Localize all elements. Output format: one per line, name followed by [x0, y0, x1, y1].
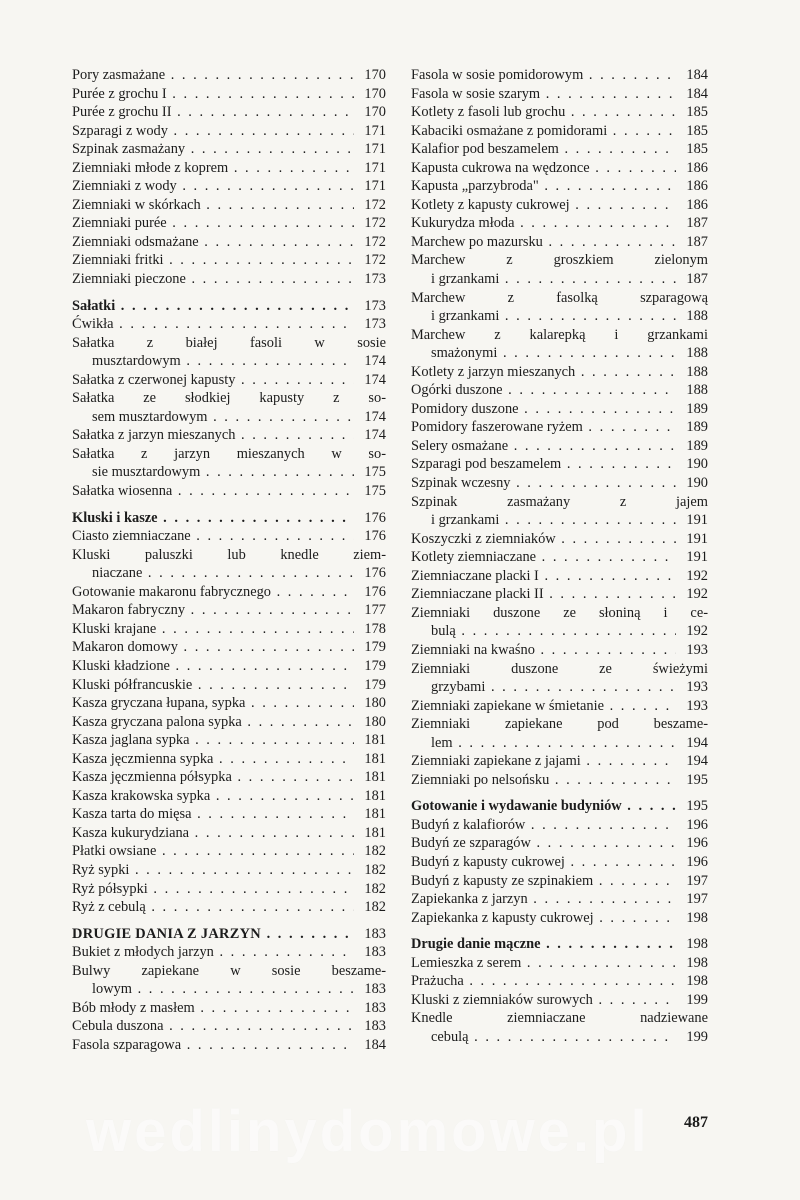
entry-title: Sałatka ze słodkiej kapusty z so-	[72, 390, 386, 407]
entry-title: Kasza gryczana łupana, sypka . . .	[72, 694, 354, 713]
index-entry	[411, 140, 708, 159]
index-entry	[72, 601, 386, 620]
entry-title: Drugie danie mączne . . .	[411, 935, 676, 954]
entry-title: Lemieszka z serem . . .	[411, 954, 676, 973]
entry-title: Kalafior pod beszamelem . . .	[411, 140, 676, 159]
index-entry	[72, 861, 386, 880]
entry-page-number: 179	[364, 657, 386, 674]
entry-page-number: 174	[364, 353, 386, 370]
entry-title: Budyń z kalafiorów . . .	[411, 816, 676, 835]
entry-page-number: 182	[364, 899, 386, 916]
entry-page-number: 188	[686, 308, 708, 325]
entry-title: Ziemniaki duszone ze świeżymi	[411, 660, 708, 677]
index-entry	[72, 159, 386, 178]
entry-title: Ziemniaki w skórkach . . .	[72, 196, 354, 215]
index-entry	[72, 787, 386, 806]
entry-title: Ziemniaki fritki . . .	[72, 251, 354, 270]
index-entry	[411, 548, 708, 567]
entry-page-number: 197	[686, 872, 708, 889]
entry-page-number: 191	[686, 530, 708, 547]
entry-page-number: 191	[686, 512, 708, 529]
entry-page-number: 187	[686, 233, 708, 250]
index-entry	[72, 713, 386, 732]
index-entry	[411, 567, 708, 586]
entry-page-number: 185	[686, 122, 708, 139]
index-entry	[72, 482, 386, 501]
entry-title: Marchew z fasolką szparagową	[411, 289, 708, 306]
entry-page-number: 174	[364, 427, 386, 444]
entry-page-number: 183	[364, 944, 386, 961]
index-entry	[72, 676, 386, 695]
entry-title: Szparagi pod beszamelem . . .	[411, 455, 676, 474]
entry-page-number: 180	[364, 713, 386, 730]
index-entry	[411, 289, 708, 326]
index-entry	[411, 530, 708, 549]
entry-title: Ziemniaki młode z koprem . . .	[72, 159, 354, 178]
index-entry	[72, 898, 386, 917]
entry-title-continued: i grzankami . . .	[431, 307, 676, 326]
entry-page-number: 193	[686, 679, 708, 696]
entry-page-number: 174	[364, 371, 386, 388]
index-entry	[411, 159, 708, 178]
entry-title: Sałatka z jarzyn mieszanych w so-	[72, 445, 386, 462]
index-entry	[72, 251, 386, 270]
entry-page-number: 180	[364, 695, 386, 712]
index-entry	[411, 363, 708, 382]
entry-page-number: 176	[364, 528, 386, 545]
entry-page-number: 179	[364, 676, 386, 693]
entry-title: Cebula duszona . . .	[72, 1017, 354, 1036]
entry-page-number: 184	[686, 85, 708, 102]
entry-title: Purée z grochu II . . .	[72, 103, 354, 122]
page-number: 487	[684, 1114, 708, 1131]
index-entry	[72, 750, 386, 769]
entry-title: Ziemniaki zapiekane w śmietanie . . .	[411, 697, 676, 716]
entry-title: Sałatka wiosenna . . .	[72, 482, 354, 501]
entry-title: Sałatka z czerwonej kapusty . . .	[72, 371, 354, 390]
entry-title: Kasza jęczmienna półsypka . . .	[72, 768, 354, 787]
entry-title-continued: sie musztardowym . . .	[92, 463, 354, 482]
entry-page-number: 193	[686, 697, 708, 714]
entry-page-number: 181	[364, 750, 386, 767]
entry-title: Kotlety z kapusty cukrowej . . .	[411, 196, 676, 215]
index-entry	[411, 177, 708, 196]
entry-page-number: 195	[686, 771, 708, 788]
entry-title: Szpinak zasmażany z jajem	[411, 493, 708, 510]
index-entry	[411, 872, 708, 891]
index-entry	[72, 122, 386, 141]
entry-title: Ryż półsypki . . .	[72, 880, 354, 899]
index-entry	[411, 400, 708, 419]
entry-page-number: 182	[364, 880, 386, 897]
entry-title: Ziemniaki pieczone . . .	[72, 270, 354, 289]
entry-page-number: 185	[686, 104, 708, 121]
index-entry	[72, 880, 386, 899]
entry-page-number: 182	[364, 861, 386, 878]
entry-title: Ziemniaki odsmażane . . .	[72, 233, 354, 252]
entry-title: Kluski półfrancuskie . . .	[72, 676, 354, 695]
entry-title: Sałatka z białej fasoli w sosie	[72, 334, 386, 351]
entry-title: Makaron domowy . . .	[72, 638, 354, 657]
entry-page-number: 178	[364, 620, 386, 637]
index-entry	[72, 731, 386, 750]
entry-title: Kasza kukurydziana . . .	[72, 824, 354, 843]
entry-title: Szpinak wczesny . . .	[411, 474, 676, 493]
entry-title: Zapiekanka z kapusty cukrowej . . .	[411, 909, 676, 928]
entry-title: Bób młody z masłem . . .	[72, 999, 354, 1018]
entry-title: Kluski krajane . . .	[72, 620, 354, 639]
entry-title: Kluski z ziemniaków surowych . . .	[411, 991, 676, 1010]
entry-title: Ciasto ziemniaczane . . .	[72, 527, 354, 546]
index-entry	[72, 694, 386, 713]
entry-page-number: 181	[364, 732, 386, 749]
entry-page-number: 185	[686, 141, 708, 158]
section-heading	[411, 935, 708, 954]
entry-title: Ogórki duszone . . .	[411, 381, 676, 400]
entry-page-number: 174	[364, 408, 386, 425]
index-entry	[72, 270, 386, 289]
entry-page-number: 189	[686, 437, 708, 454]
index-entry	[72, 824, 386, 843]
entry-page-number: 194	[686, 753, 708, 770]
index-entry	[72, 233, 386, 252]
index-entry	[411, 991, 708, 1010]
entry-title: Fasola szparagowa . . .	[72, 1036, 354, 1055]
entry-title-continued: niaczane . . .	[92, 564, 354, 583]
index-entry	[411, 660, 708, 697]
entry-title: Marchew z groszkiem zielonym	[411, 252, 708, 269]
entry-title: Koszyczki z ziemniaków . . .	[411, 530, 676, 549]
index-entry	[411, 196, 708, 215]
index-entry	[411, 251, 708, 288]
section-heading	[72, 925, 386, 944]
index-entry	[72, 638, 386, 657]
entry-page-number: 192	[686, 623, 708, 640]
index-entry	[72, 426, 386, 445]
entry-title: Pomidory duszone . . .	[411, 400, 676, 419]
index-entry	[411, 909, 708, 928]
index-entry	[411, 585, 708, 604]
index-entry	[72, 315, 386, 334]
index-entry	[72, 103, 386, 122]
entry-title: Sałatki . . .	[72, 297, 354, 316]
index-entry	[411, 771, 708, 790]
index-entry	[411, 604, 708, 641]
entry-page-number: 173	[364, 271, 386, 288]
entry-title: Budyń ze szparagów . . .	[411, 834, 676, 853]
entry-title: Kluski paluszki lub knedle ziem-	[72, 546, 386, 563]
entry-page-number: 171	[364, 122, 386, 139]
entry-title-continued: i grzankami . . .	[431, 511, 676, 530]
entry-title: Kotlety z fasoli lub grochu . . .	[411, 103, 676, 122]
entry-page-number: 176	[364, 565, 386, 582]
entry-title: Kluski i kasze . . .	[72, 509, 354, 528]
index-entry	[411, 972, 708, 991]
entry-page-number: 195	[686, 798, 708, 815]
entry-title: Kasza jęczmienna sypka . . .	[72, 750, 354, 769]
section-heading	[72, 297, 386, 316]
index-entry	[411, 66, 708, 85]
entry-title: Sałatka z jarzyn mieszanych . . .	[72, 426, 354, 445]
entry-title: Ziemniaczane placki I . . .	[411, 567, 676, 586]
index-entry	[411, 954, 708, 973]
index-entry	[72, 943, 386, 962]
entry-title-continued: smażonymi . . .	[431, 344, 676, 363]
entry-page-number: 189	[686, 400, 708, 417]
entry-page-number: 192	[686, 567, 708, 584]
entry-title: Fasola w sosie pomidorowym . . .	[411, 66, 676, 85]
entry-page-number: 199	[686, 1028, 708, 1045]
entry-title: Ziemniaki zapiekane pod beszame-	[411, 716, 708, 733]
entry-title-continued: grzybami . . .	[431, 678, 676, 697]
index-entry	[72, 140, 386, 159]
index-entry	[411, 752, 708, 771]
entry-page-number: 198	[686, 973, 708, 990]
index-entry	[72, 527, 386, 546]
entry-title: Knedle ziemniaczane nadziewane	[411, 1010, 708, 1027]
entry-title: Ziemniaczane placki II . . .	[411, 585, 676, 604]
entry-title: Ziemniaki purée . . .	[72, 214, 354, 233]
index-entry	[72, 445, 386, 482]
entry-title: DRUGIE DANIA Z JARZYN . . .	[72, 925, 354, 944]
entry-title: Marchew z kalarepką i grzankami	[411, 326, 708, 343]
index-entry	[411, 834, 708, 853]
index-entry	[72, 85, 386, 104]
entry-page-number: 172	[364, 196, 386, 213]
index-column-left	[72, 66, 386, 1054]
watermark: wedlinydomowe.pl	[86, 1099, 650, 1164]
entry-title-continued: bulą . . .	[431, 622, 676, 641]
index-entry	[411, 233, 708, 252]
entry-title: Purée z grochu I . . .	[72, 85, 354, 104]
entry-page-number: 186	[686, 159, 708, 176]
index-entry	[72, 999, 386, 1018]
entry-page-number: 191	[686, 549, 708, 566]
index-entry	[411, 122, 708, 141]
index-entry	[72, 334, 386, 371]
index-entry	[411, 418, 708, 437]
index-entry	[411, 103, 708, 122]
entry-page-number: 170	[364, 85, 386, 102]
entry-title: Gotowanie makaronu fabrycznego . . .	[72, 583, 354, 602]
entry-page-number: 176	[364, 509, 386, 526]
entry-title: Kabaciki osmażane z pomidorami . . .	[411, 122, 676, 141]
entry-page-number: 176	[364, 583, 386, 600]
entry-page-number: 186	[686, 196, 708, 213]
index-entry	[72, 196, 386, 215]
entry-title: Zapiekanka z jarzyn . . .	[411, 890, 676, 909]
entry-page-number: 187	[686, 271, 708, 288]
index-entry	[72, 842, 386, 861]
entry-title: Kasza tarta do mięsa . . .	[72, 805, 354, 824]
index-entry	[411, 85, 708, 104]
entry-title-continued: cebulą . . .	[431, 1028, 676, 1047]
entry-page-number: 183	[364, 1018, 386, 1035]
section-heading	[72, 509, 386, 528]
entry-page-number: 184	[364, 1036, 386, 1053]
index-entry	[72, 177, 386, 196]
entry-title: Ryż sypki . . .	[72, 861, 354, 880]
entry-page-number: 173	[364, 297, 386, 314]
entry-page-number: 194	[686, 734, 708, 751]
entry-title: Ziemniaki po nelsońsku . . .	[411, 771, 676, 790]
entry-title: Selery osmażane . . .	[411, 437, 676, 456]
entry-title: Ziemniaki duszone ze słoniną i ce-	[411, 604, 708, 621]
entry-page-number: 170	[364, 67, 386, 83]
entry-title: Budyń z kapusty ze szpinakiem . . .	[411, 872, 676, 891]
index-entry	[411, 493, 708, 530]
entry-title: Gotowanie i wydawanie budyniów . . .	[411, 797, 676, 816]
entry-title: Bulwy zapiekane w sosie beszame-	[72, 962, 386, 979]
entry-title: Kapusta cukrowa na wędzonce . . .	[411, 159, 676, 178]
index-entry	[411, 455, 708, 474]
entry-page-number: 179	[364, 639, 386, 656]
entry-page-number: 171	[364, 159, 386, 176]
entry-page-number: 175	[364, 483, 386, 500]
entry-page-number: 182	[364, 843, 386, 860]
entry-title-continued: lem . . .	[431, 734, 676, 753]
index-entry	[411, 641, 708, 660]
entry-title: Makaron fabryczny . . .	[72, 601, 354, 620]
section-heading	[411, 797, 708, 816]
entry-title-continued: lowym . . .	[92, 980, 354, 999]
entry-title: Kotlety ziemniaczane . . .	[411, 548, 676, 567]
entry-title: Pory zasmażane . . .	[72, 66, 354, 85]
index-entry	[72, 1017, 386, 1036]
index-entry	[72, 214, 386, 233]
index-entry	[72, 805, 386, 824]
entry-title: Szparagi z wody . . .	[72, 122, 354, 141]
entry-page-number: 172	[364, 252, 386, 269]
entry-page-number: 196	[686, 835, 708, 852]
entry-page-number: 192	[686, 586, 708, 603]
index-entry	[72, 66, 386, 85]
entry-page-number: 197	[686, 891, 708, 908]
index-entry	[72, 1036, 386, 1055]
entry-title: Bukiet z młodych jarzyn . . .	[72, 943, 354, 962]
entry-page-number: 183	[364, 981, 386, 998]
entry-page-number: 196	[686, 853, 708, 870]
index-entry	[411, 816, 708, 835]
entry-title: Budyń z kapusty cukrowej . . .	[411, 853, 676, 872]
index-entry	[411, 890, 708, 909]
entry-title: Pomidory faszerowane ryżem . . .	[411, 418, 676, 437]
index-entry	[411, 1009, 708, 1046]
entry-title: Kukurydza młoda . . .	[411, 214, 676, 233]
entry-page-number: 196	[686, 816, 708, 833]
index-entry	[411, 381, 708, 400]
entry-page-number: 190	[686, 456, 708, 473]
entry-page-number: 183	[364, 925, 386, 942]
entry-page-number: 181	[364, 806, 386, 823]
entry-title: Fasola w sosie szarym . . .	[411, 85, 676, 104]
entry-page-number: 198	[686, 936, 708, 953]
entry-title: Kluski kładzione . . .	[72, 657, 354, 676]
entry-title: Kapusta „parzybroda" . . .	[411, 177, 676, 196]
index-entry	[411, 474, 708, 493]
entry-page-number: 190	[686, 475, 708, 492]
index-entry	[411, 214, 708, 233]
entry-title: Szpinak zasmażany . . .	[72, 140, 354, 159]
entry-page-number: 188	[686, 363, 708, 380]
index-entry	[72, 657, 386, 676]
entry-title: Kasza gryczana palona sypka . . .	[72, 713, 354, 732]
entry-page-number: 177	[364, 602, 386, 619]
index-entry	[72, 546, 386, 583]
index-entry	[411, 437, 708, 456]
entry-title: Ziemniaki z wody . . .	[72, 177, 354, 196]
entry-title: Marchew po mazursku . . .	[411, 233, 676, 252]
entry-title: Kasza krakowska sypka . . .	[72, 787, 354, 806]
entry-page-number: 188	[686, 345, 708, 362]
index-column-right	[411, 66, 708, 1046]
entry-title-continued: i grzankami . . .	[431, 270, 676, 289]
entry-page-number: 186	[686, 178, 708, 195]
index-entry	[411, 697, 708, 716]
entry-page-number: 175	[364, 464, 386, 481]
entry-page-number: 181	[364, 787, 386, 804]
entry-page-number: 198	[686, 954, 708, 971]
index-entry	[72, 371, 386, 390]
entry-page-number: 189	[686, 419, 708, 436]
entry-page-number: 183	[364, 999, 386, 1016]
entry-page-number: 172	[364, 215, 386, 232]
index-entry	[72, 389, 386, 426]
index-entry	[411, 853, 708, 872]
entry-page-number: 184	[686, 67, 708, 83]
entry-page-number: 172	[364, 233, 386, 250]
entry-title: Ryż z cebulą . . .	[72, 898, 354, 917]
entry-page-number: 188	[686, 382, 708, 399]
entry-title-continued: sem musztardowym . . .	[92, 408, 354, 427]
index-entry	[72, 768, 386, 787]
entry-page-number: 173	[364, 316, 386, 333]
entry-page-number: 181	[364, 824, 386, 841]
entry-title: Prażucha . . .	[411, 972, 676, 991]
entry-title-continued: musztardowym . . .	[92, 352, 354, 371]
entry-title: Ziemniaki na kwaśno . . .	[411, 641, 676, 660]
entry-title: Kasza jaglana sypka . . .	[72, 731, 354, 750]
entry-title: Płatki owsiane . . .	[72, 842, 354, 861]
entry-page-number: 171	[364, 141, 386, 158]
entry-title: Ćwikła . . .	[72, 315, 354, 334]
index-entry	[72, 583, 386, 602]
entry-page-number: 193	[686, 641, 708, 658]
entry-title: Ziemniaki zapiekane z jajami . . .	[411, 752, 676, 771]
entry-page-number: 187	[686, 215, 708, 232]
entry-page-number: 198	[686, 909, 708, 926]
entry-title: Kotlety z jarzyn mieszanych . . .	[411, 363, 676, 382]
index-entry	[72, 620, 386, 639]
entry-page-number: 181	[364, 769, 386, 786]
index-entry	[72, 962, 386, 999]
entry-page-number: 170	[364, 104, 386, 121]
index-entry	[411, 715, 708, 752]
entry-page-number: 199	[686, 991, 708, 1008]
index-entry	[411, 326, 708, 363]
entry-page-number: 171	[364, 178, 386, 195]
